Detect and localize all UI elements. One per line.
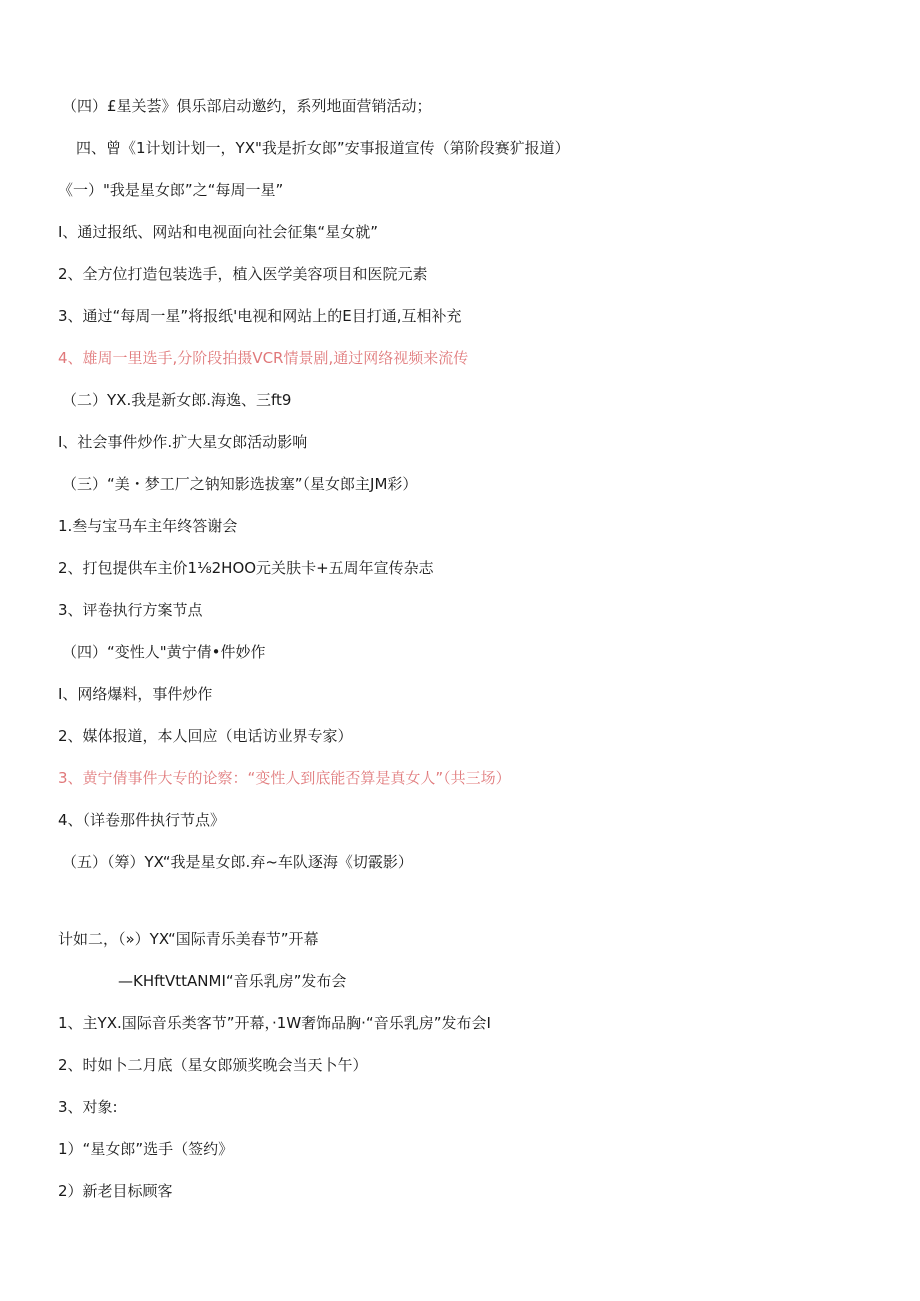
list-item: 4、（详卷那件执行节点》 (58, 811, 226, 829)
list-item-highlighted: 4、雄周一里选手,分阶段拍摄VCR情景剧,通过网络视频来流传 (58, 349, 469, 367)
section-heading: 计如二，（»）YX“国际青乐美春节”开幕 (58, 930, 319, 948)
list-item: I、通过报纸、网站和电视面向社会征集“星女就” (58, 223, 378, 241)
list-item: 1）“星女郎”选手（签约》 (58, 1140, 234, 1158)
section-heading: 《一）"我是星女郎”之“每周一星” (58, 181, 284, 199)
list-item-highlighted: 3、黄宁倩事件大专的论察：“变性人到底能否算是真女人”（共三场） (58, 769, 511, 787)
list-item: 3、对象: (58, 1098, 118, 1116)
section-heading: （三）“美・梦工厂之钠知影选拔塞”（星女郎主JM彩） (62, 475, 418, 493)
list-item: 1、主YX.国际音乐类客节”开幕，·1W奢饰品胸·“音乐乳房”发布会I (58, 1014, 491, 1032)
list-item: 2、媒体报道，本人回应（电话访业界专家） (58, 727, 353, 745)
list-item: 3、通过“每周一星”将报纸'电视和网站上的E目打通,互相补充 (58, 307, 462, 325)
list-item: 3、评卷执行方案节点 (58, 601, 203, 619)
text-line: 四、曾《1计划计划一，YX"我是折女郎”安事报道宣传（第阶段赛犷报道） (76, 139, 570, 157)
section-heading: （四）“变性人"黄宁倩•件妙作 (62, 643, 266, 661)
list-item: 2、打包提供车主价1⅛2HOO元关肤卡+五周年宣传杂志 (58, 559, 434, 577)
list-item: I、网络爆料，事件炒作 (58, 685, 213, 703)
text-line: （四）£星关荟》俱乐部启动邀约，系列地面营销活动； (62, 97, 432, 115)
list-item: 1.叁与宝马车主年终答谢会 (58, 517, 238, 535)
list-item: 2、全方位打造包装选手，植入医学美容项目和医院元素 (58, 265, 428, 283)
list-item: 2、时如卜二月底（星女郎颁奖晚会当天卜午） (58, 1056, 368, 1074)
section-heading: （二）YX.我是新女郎.海逸、三ft9 (62, 391, 292, 409)
list-item: 2）新老目标顾客 (58, 1182, 173, 1200)
list-item: I、社会事件炒作.扩大星女郎活动影响 (58, 433, 308, 451)
subtitle: —KHftVttANMI“音乐乳房”发布会 (118, 972, 347, 990)
section-heading: （五）（筹）YX“我是星女郎.弃~车队逐海《切霰影） (62, 853, 413, 871)
